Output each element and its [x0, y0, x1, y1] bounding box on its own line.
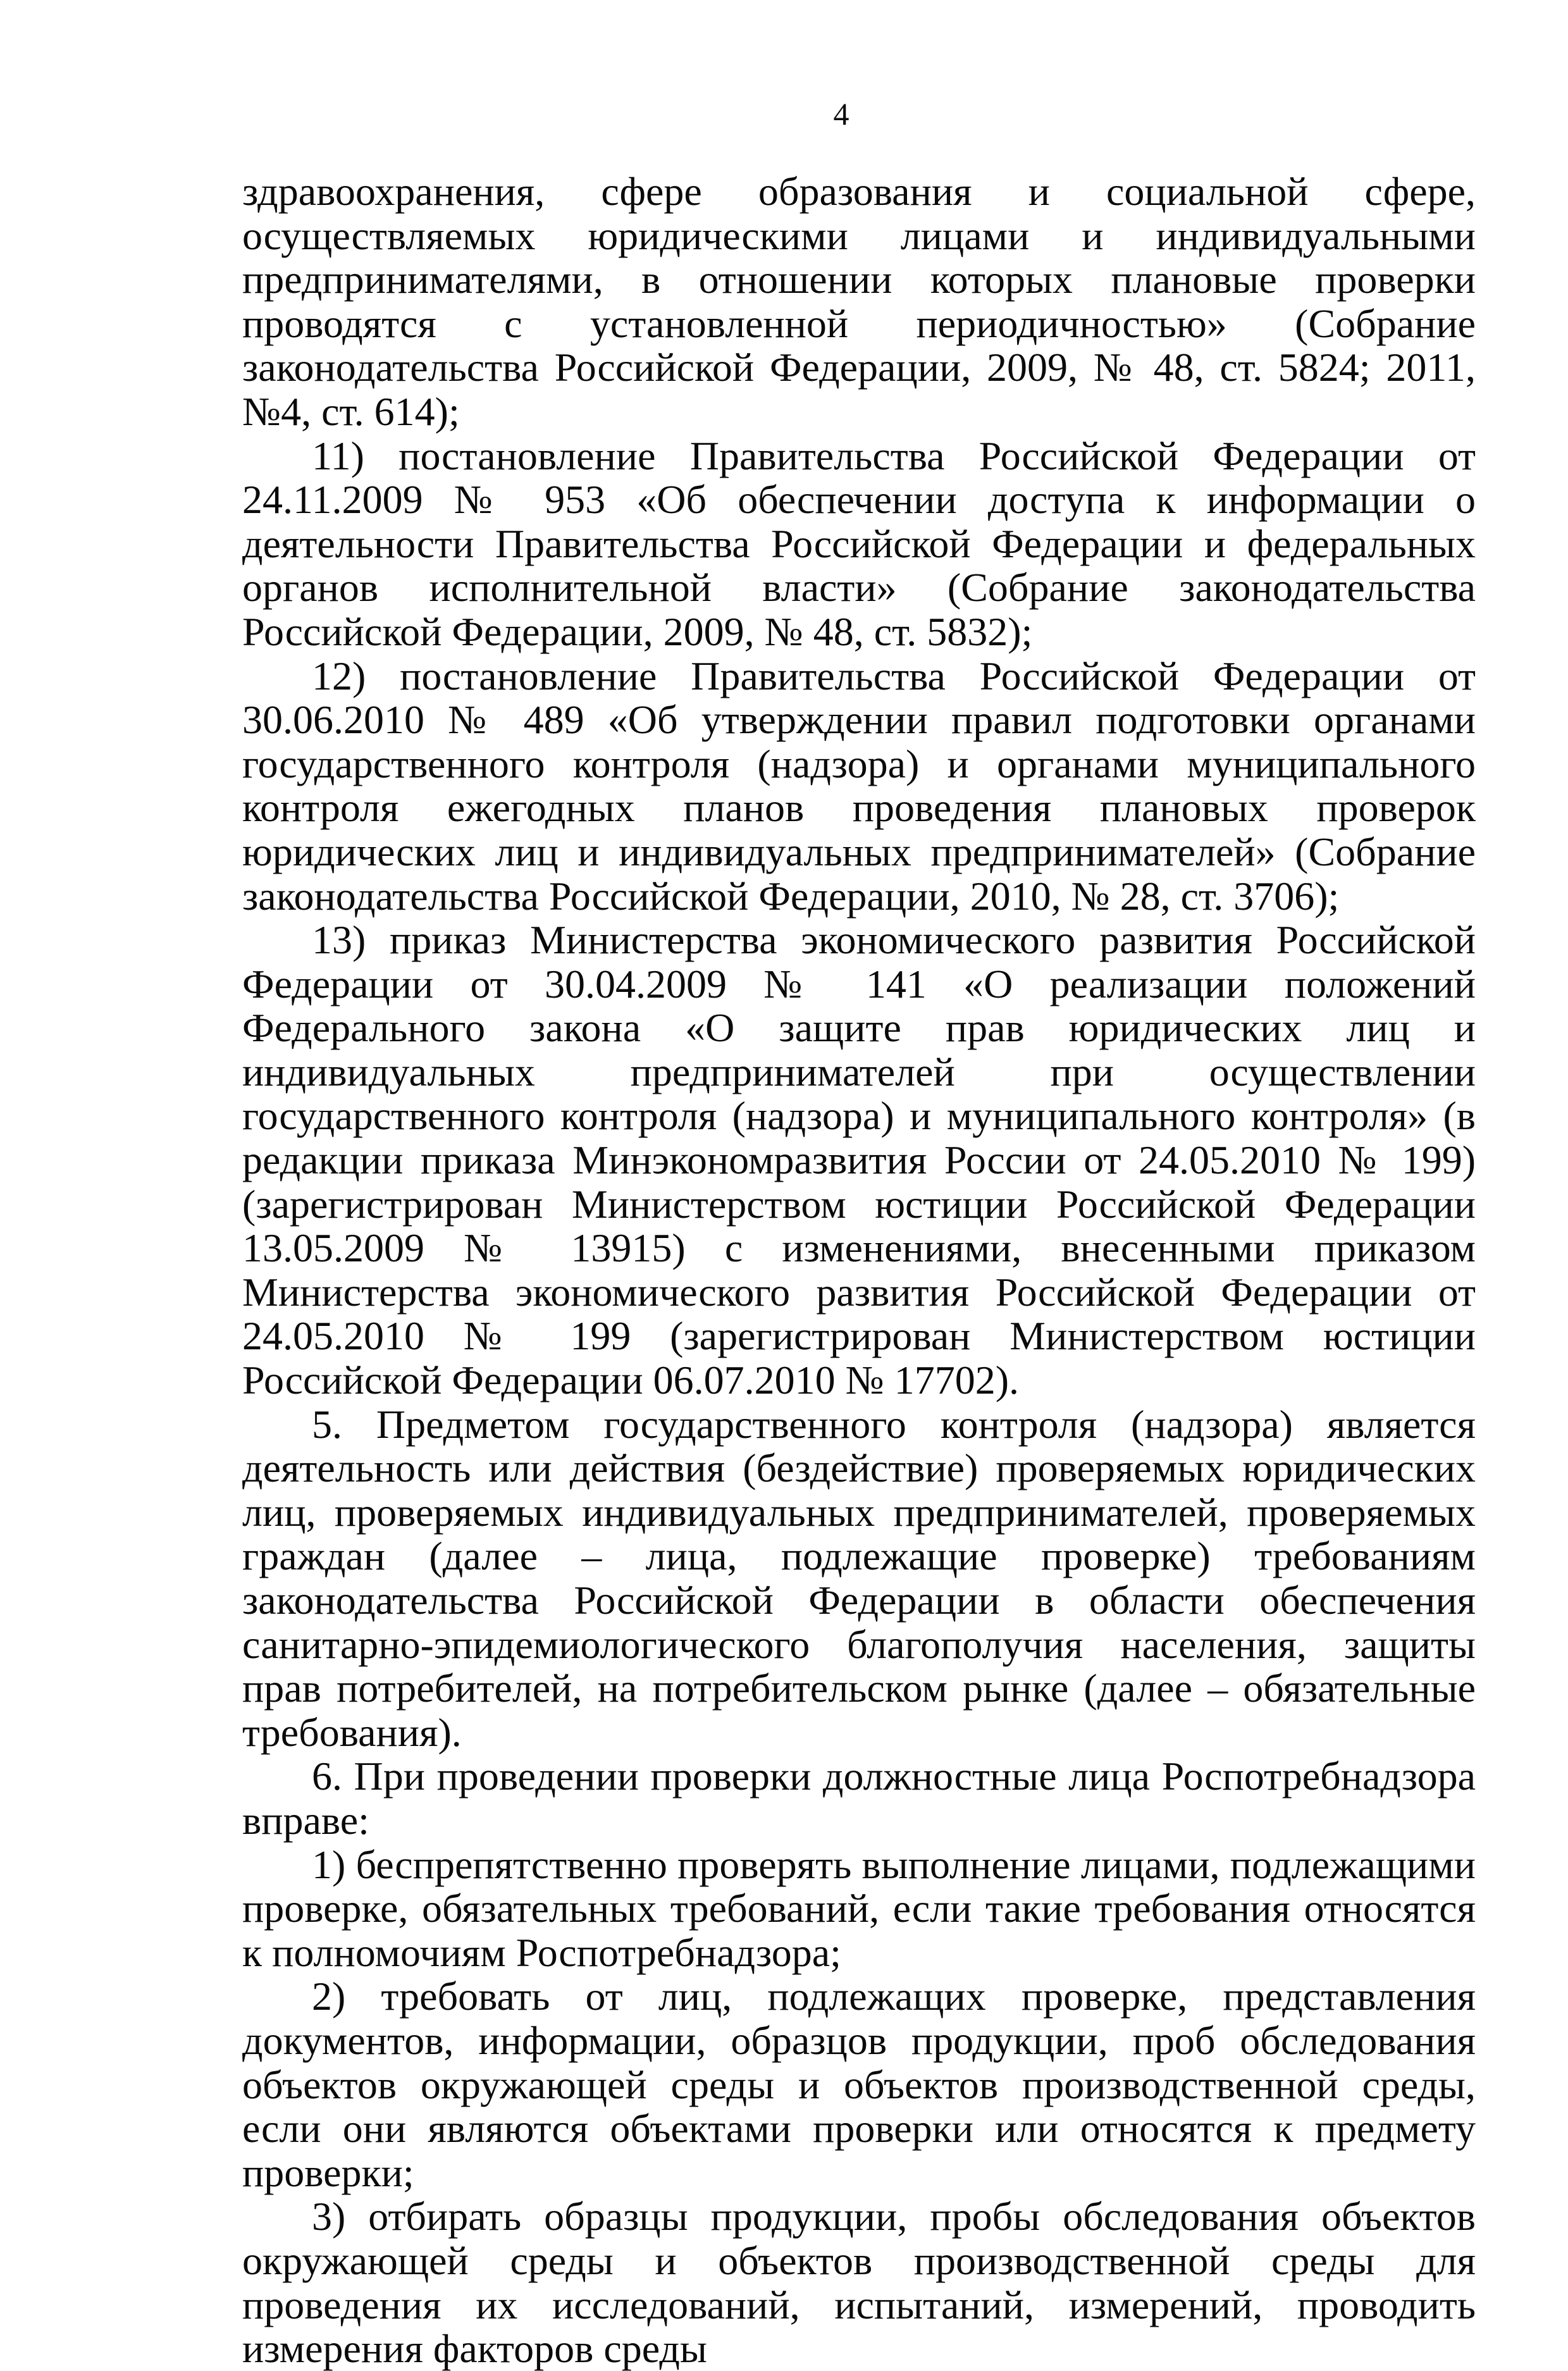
paragraph-right-2: 2) требовать от лиц, подлежащих проверке, представления документов, информации, образцов продукции, проб обследования объектов окружающей среды и объектов производственной среды, если они являются объектами проверки или относятся к предмету проверки;	[242, 1974, 1476, 2195]
paragraph-item-11: 11) постановление Правительства Российской Федерации от 24.11.2009 № 953 «Об обеспечении доступа к информации о деятельности Правительства Российской Федерации и федеральных органов исполнительной власти» (Собрание законодательства Российской Федерации, 2009, № 48, ст. 5832);	[242, 433, 1476, 654]
document-body	[242, 170, 1476, 2371]
paragraph-right-3: 3) отбирать образцы продукции, пробы обследования объектов окружающей среды и объектов производственной среды для проведения их исследований, испытаний, измерений, проводить измерения факторов среды	[242, 2194, 1476, 2371]
page-number: 4	[833, 96, 849, 132]
paragraph-item-13: 13) приказ Министерства экономического развития Российской Федерации от 30.04.2009 № 141 «О реализации положений Федерального закона «О защите прав юридических лиц и индивидуальных предпринимателей при осуществлении государственного контроля (надзора) и муниципального контроля» (в редакции приказа Минэкономразвития России от 24.05.2010 № 199) (зарегистрирован Министерством юстиции Российской Федерации 13.05.2009 № 13915) с изменениями, внесенными приказом Министерства экономического развития Российской Федерации от 24.05.2010 № 199 (зарегистрирован Министерством юстиции Российской Федерации 06.07.2010 № 17702).	[242, 917, 1476, 1403]
paragraph-section-5: 5. Предметом государственного контроля (надзора) является деятельность или действия (бездействие) проверяемых юридических лиц, проверяемых индивидуальных предпринимателей, проверяемых граждан (далее – лица, подлежащие проверке) требованиям законодательства Российской Федерации в области обеспечения санитарно-эпидемиологического благополучия населения, защиты прав потребителей, на потребительском рынке (далее – обязательные требования).	[242, 1401, 1476, 1755]
paragraph-right-1: 1) беспрепятственно проверять выполнение лицами, подлежащими проверке, обязательных требований, если такие требования относятся к полномочиям Роспотребнадзора;	[242, 1842, 1476, 1975]
paragraph-continuation: здравоохранения, сфере образования и социальной сфере, осуществляемых юридическими лицами и индивидуальными предпринимателями, в отношении которых плановые проверки проводятся с установленной периодичностью» (Собрание законодательства Российской Федерации, 2009, № 48, ст. 5824; 2011, №4, ст. 614);	[242, 169, 1476, 434]
paragraph-item-12: 12) постановление Правительства Российской Федерации от 30.06.2010 № 489 «Об утверждении правил подготовки органами государственного контроля (надзора) и органами муниципального контроля ежегодных планов проведения плановых проверок юридических лиц и индивидуальных предпринимателей» (Собрание законодательства Российской Федерации, 2010, № 28, ст. 3706);	[242, 653, 1476, 919]
paragraph-section-6: 6. При проведении проверки должностные лица Роспотребнадзора вправе:	[242, 1754, 1476, 1843]
